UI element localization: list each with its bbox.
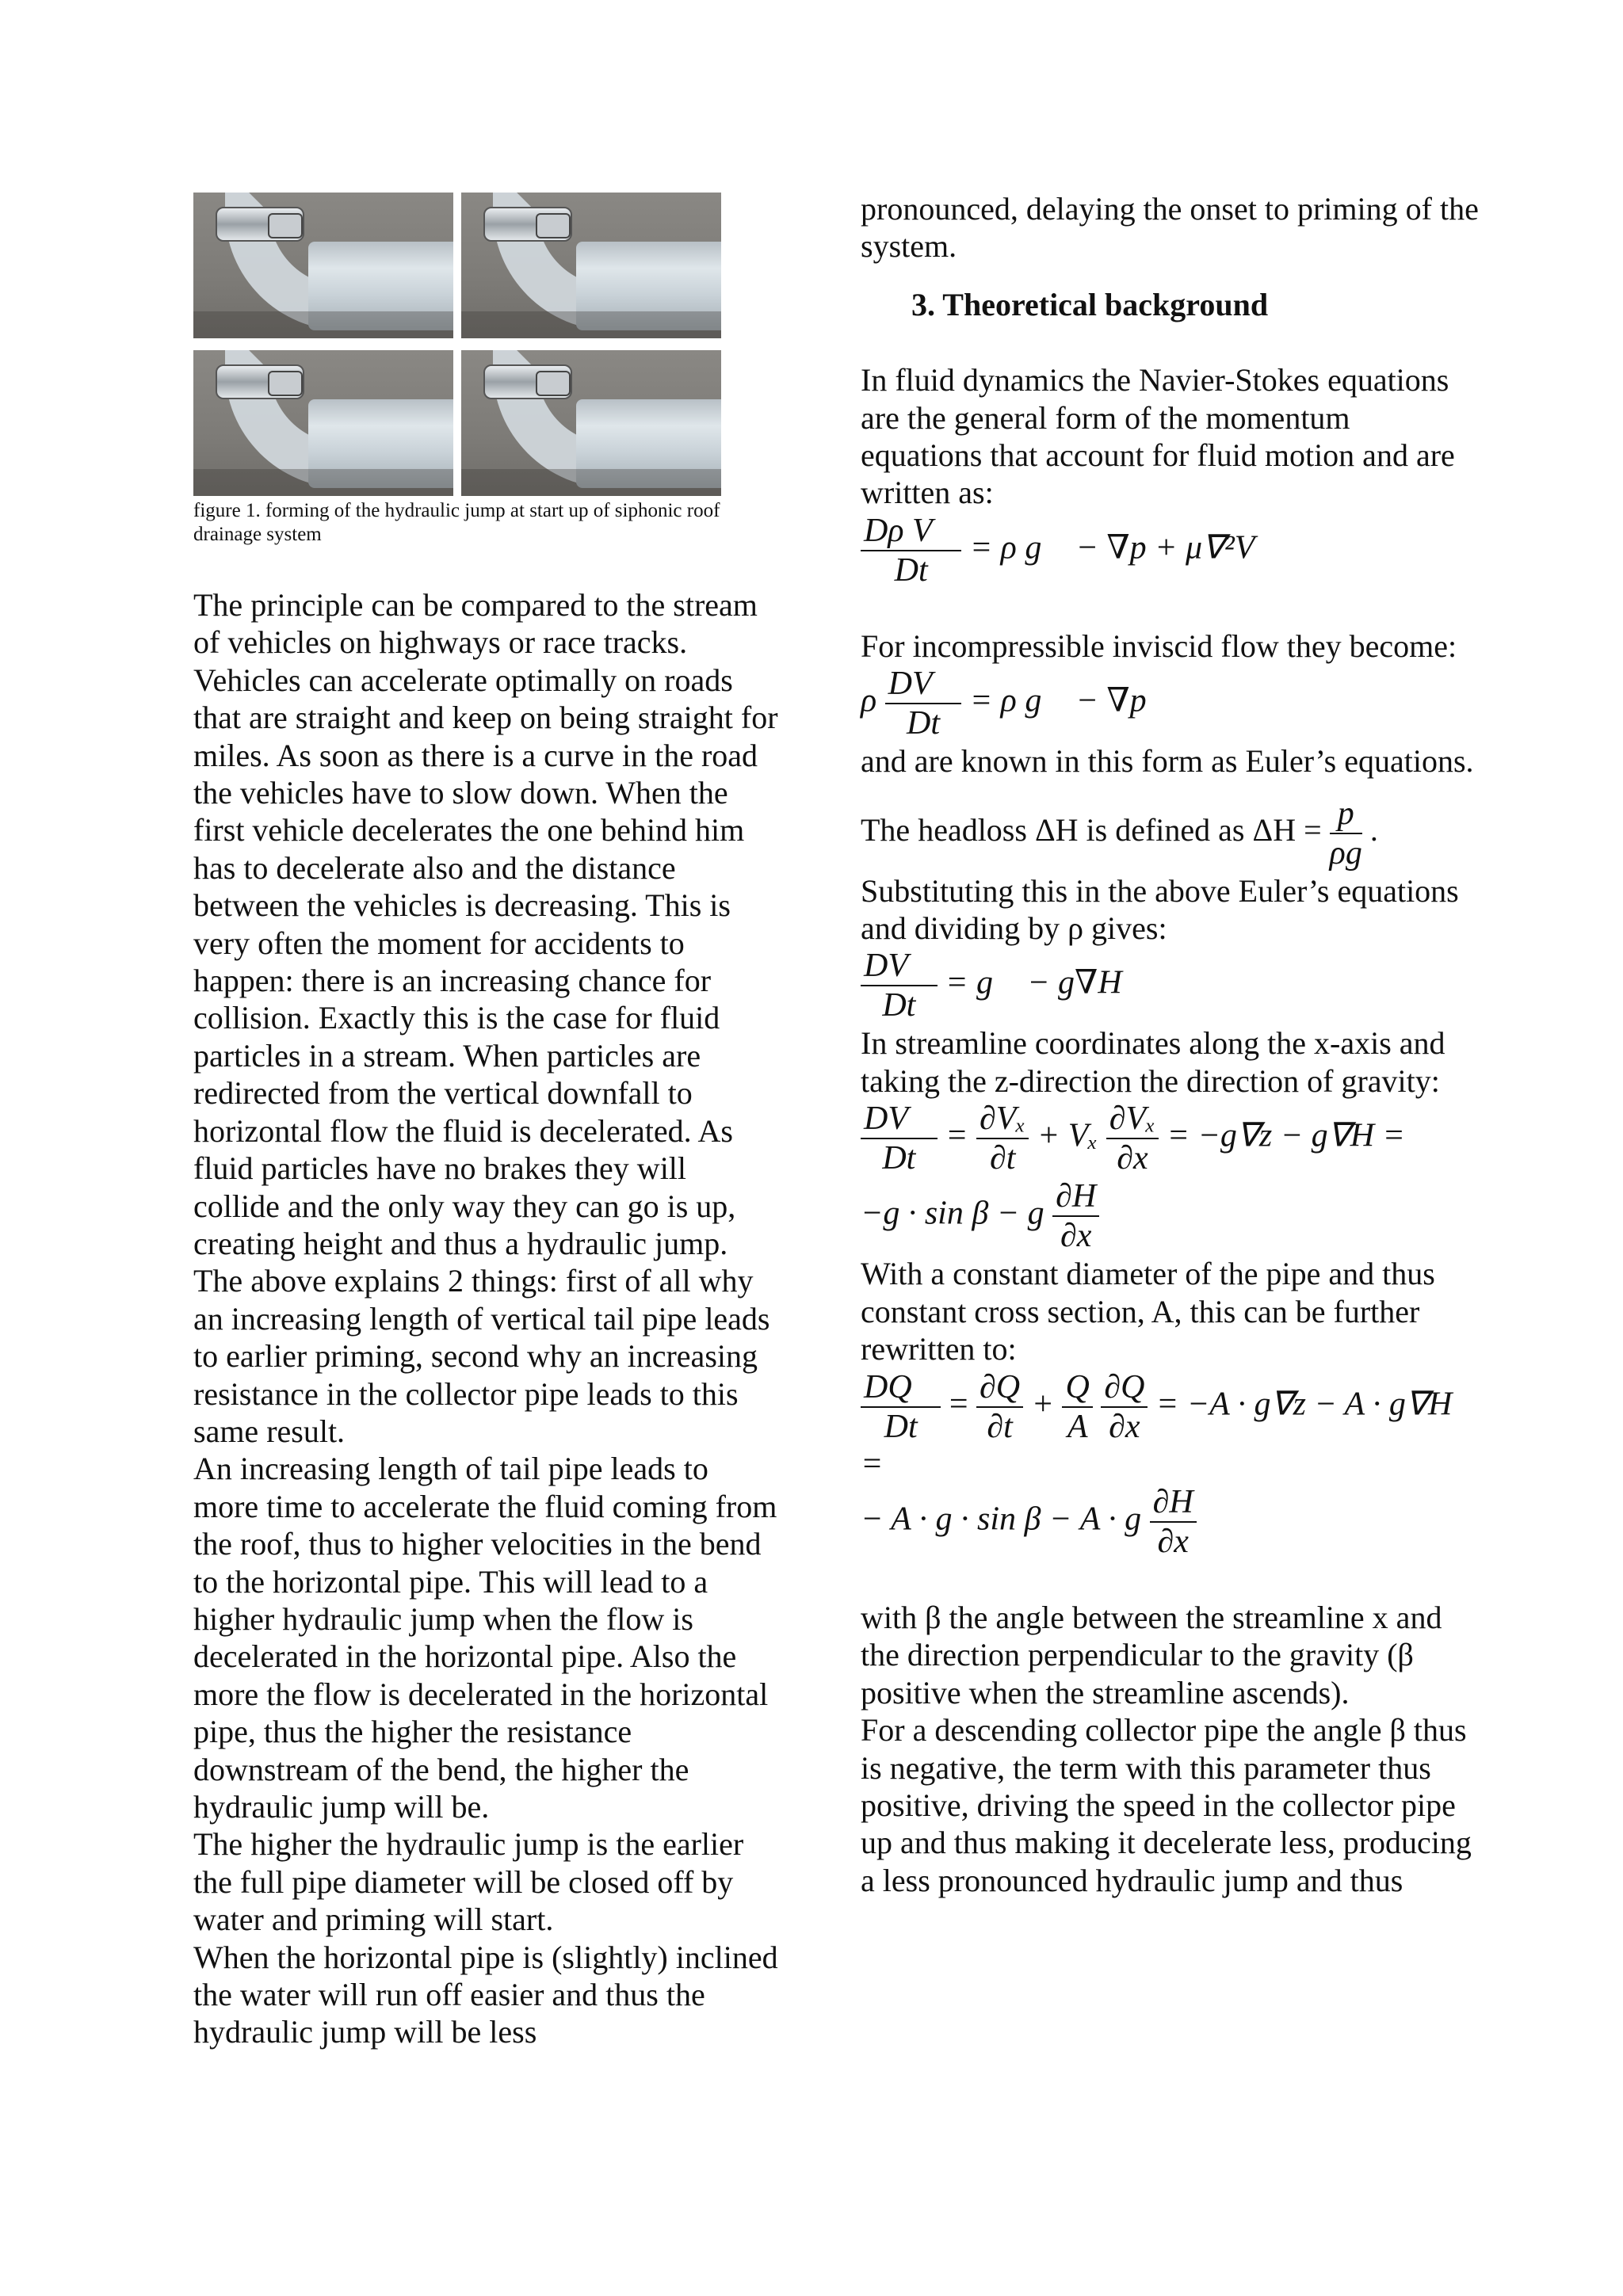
flow-rate-equation: $\frac{DQ⃗}{Dt}$ = $\frac{\partial Q}{\partial t}$ + $\frac{Q}{A}$ $\frac{\partial Q}{\partial x}$ = −A · g∇z − A · g∇H = [861,1368,1453,1482]
eq-numerator: ∂Vₓ [1106,1100,1159,1139]
eq-numerator: ∂H [1150,1483,1197,1523]
eq-denominator: A [1067,1408,1088,1445]
period: . [1369,811,1378,848]
eq-denominator: ρg [1329,834,1362,871]
eq-lhs: ρ [861,682,877,719]
euler-equation [861,665,1479,742]
eq-numerator: DV⃗ [861,947,938,986]
eq-numerator: DV⃗ [861,1100,938,1139]
eq-denominator: ∂x [1109,1408,1140,1445]
eq-numerator: DQ⃗ [861,1368,941,1408]
navier-stokes-equation [861,512,1479,589]
eq-lhs: − A · g · sin β − A · g [861,1501,1142,1538]
paragraph: with β the angle between the streamline x and the direction perpendicular to the gravity (β positive when the streamline ascends). [861,1599,1442,1711]
figure-photo [193,193,453,338]
paragraph: The higher the hydraulic jump is the earlier the full pipe diameter will be closed off by water and priming will start. [193,1826,744,1938]
clamp-bolt [268,213,303,238]
flow-rate-equation-cont [861,1483,1479,1561]
figure-photo [193,350,453,496]
paragraph: For incompressible inviscid flow they become: [861,627,1457,664]
eq-denominator: ∂t [989,1140,1016,1177]
paragraph: The principle can be compared to the stream of vehicles on highways or race tracks. Vehicles can accelerate optimally on roads that are straight and keep on being straight for miles. As soon as there is a curve in the road the vehicles have to slow down. When the first vehicle decelerates the one behind him has to decelerate also and the distance between the vehicles is decreasing. This is very often the moment for accidents to happen: there is an increasing chance for collision. Exactly this is the case for fluid particles in a stream. When particles are redirected from the vertical downfall to horizontal flow the fluid is decelerated. As fluid particles have no brakes they will collide and the only way they can go is up, creating height and thus a hydraulic jump. [193,587,778,1261]
headloss-definition [861,795,1479,872]
eq-numerator: ∂Q [976,1368,1023,1408]
eq-denominator: ∂x [1060,1218,1092,1255]
eq-operator: + Vₓ [1037,1117,1098,1154]
paragraph: and are known in this form as Euler’s equations. [861,743,1474,780]
eq-numerator: Dρ V⃗ [861,512,961,551]
eq-denominator: Dt [882,987,916,1024]
pipe-clamp [483,207,572,242]
eq-rhs: = −g∇z − g∇H = [1167,1117,1405,1154]
eq-denominator: Dt [894,551,928,589]
paragraph: The above explains 2 things: first of all why an increasing length of vertical tail pipe leads to earlier priming, second why an increasing resistance in the collector pipe leads to this same result. [193,1263,770,1449]
eq-rhs: = ρ g⃗ − ∇p [969,682,1147,719]
clamp-bolt [536,213,571,238]
headloss-text: The headloss ΔH is defined as ΔH = [861,811,1322,848]
eq-denominator: Dt [882,1140,916,1177]
paragraph: For a descending collector pipe the angle β thus is negative, the term with this parameter thus positive, driving the speed in the collector pipe up and thus making it decelerate less, producing a less pronounced hydraulic jump and thus [861,1712,1472,1898]
figure-photo [461,193,721,338]
section-heading: 3. Theoretical background [911,286,1269,322]
eq-operator: + [1031,1386,1054,1423]
eq-denominator: ∂t [987,1408,1013,1445]
eq-numerator: ∂H [1052,1177,1099,1217]
figure-caption: figure 1. forming of the hydraulic jump at start up of siphonic roof drainage system [193,500,720,545]
pipe-clamp [483,364,572,399]
eq-numerator: DV⃗ [885,665,962,704]
pipe-clamp [216,207,304,242]
eq-numerator: p [1330,795,1362,834]
left-column [193,586,780,2051]
clamp-bolt [536,371,571,396]
right-column [861,190,1479,1899]
eq-denominator: ∂x [1117,1140,1148,1177]
eq-denominator: ∂x [1157,1523,1189,1560]
paragraph: With a constant diameter of the pipe and thus constant cross section, A, this can be further rewritten to: [861,1256,1435,1367]
eq-denominator: Dt [884,1408,918,1445]
euler-head-equation [861,947,1479,1024]
figure-photo [461,350,721,496]
floor-shadow [461,469,721,496]
paragraph: In streamline coordinates along the x-axis and taking the z-direction the direction of gravity: [861,1025,1445,1099]
paragraph: pronounced, delaying the onset to priming of the system. [861,191,1479,265]
floor-shadow [193,469,453,496]
paragraph: Substituting this in the above Euler’s equations and dividing by ρ gives: [861,872,1459,947]
eq-denominator: Dt [907,705,940,742]
eq-numerator: ∂Q [1101,1368,1148,1408]
paragraph: When the horizontal pipe is (slightly) inclined the water will run off easier and thus the hydraulic jump will be less [193,1939,778,2050]
floor-shadow [461,311,721,338]
eq-numerator: ∂Vₓ [976,1100,1029,1139]
eq-rhs: = ρ g⃗ − ∇p + μ∇²V⃗ [969,529,1281,566]
floor-shadow [193,311,453,338]
eq-numerator: Q [1062,1368,1092,1408]
streamline-equation [861,1100,1479,1177]
streamline-equation-cont [861,1177,1479,1255]
pipe-clamp [216,364,304,399]
paragraph: In fluid dynamics the Navier-Stokes equations are the general form of the momentum equations that account for fluid motion and are written as: [861,362,1455,511]
eq-rhs: = g⃗ − g∇H [945,965,1122,1002]
eq-rhs: = −A · g∇z − A · g∇H = [861,1386,1453,1482]
eq-lhs: −g · sin β − g [861,1195,1044,1232]
eq-operator: = [945,1117,968,1154]
clamp-bolt [268,371,303,396]
paragraph: An increasing length of tail pipe leads to more time to accelerate the fluid coming from the roof, thus to higher velocities in the bend to the horizontal pipe. This will lead to a higher hydraulic jump when the flow is decelerated in the horizontal pipe. Also the more the flow is decelerated in the horizontal pipe, thus the higher the resistance downstream of the bend, the higher the hydraulic jump will be. [193,1451,777,1825]
